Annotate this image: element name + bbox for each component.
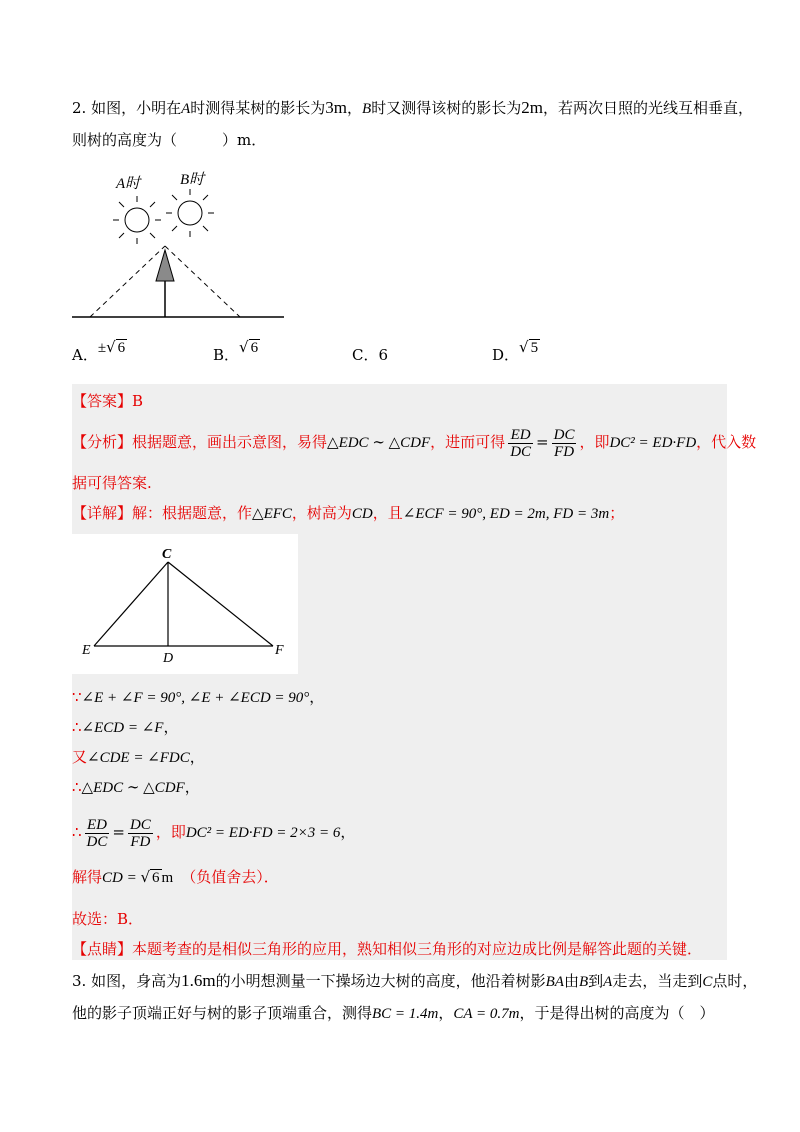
q3-text-e: 走去，当走到: [612, 972, 703, 990]
vertex-d-label: D: [163, 651, 174, 666]
option-a-pm: ±: [97, 340, 107, 356]
frac1-num: ED: [508, 427, 533, 444]
sun-a-icon: [113, 196, 161, 244]
q3-line2: [72, 1002, 715, 1025]
step5-frac2-den: FD: [130, 833, 151, 850]
step3-end: ，: [189, 748, 205, 766]
detail-line: [72, 502, 624, 525]
therefore-icon: ∴: [72, 718, 82, 736]
figure-label-a: A时: [116, 176, 141, 192]
therefore-icon: ∴: [72, 778, 82, 796]
q3-height: 1.6m: [181, 971, 216, 990]
q3-line1: [72, 970, 757, 993]
q2-var-a: A: [181, 101, 191, 117]
option-a: A．±√ 6: [72, 338, 126, 364]
step6-text-a: 解得: [72, 868, 103, 886]
step3-formula: ∠CDE = ∠FDC: [87, 750, 190, 766]
q2-line2: 则树的高度为（ ）m．: [72, 131, 267, 149]
step5-formula: DC² = ED·FD = 2×3 = 6: [185, 825, 341, 841]
frac1-den: DC: [510, 443, 532, 460]
analysis-line1: [72, 424, 756, 460]
step1: [72, 686, 324, 709]
vertex-f-label: F: [275, 643, 284, 658]
step6-unit: m: [161, 870, 174, 886]
detail-cd: CD: [351, 506, 373, 522]
detail-text: 解：根据题意，作: [132, 504, 253, 522]
detail-text2: ，树高为: [291, 504, 352, 522]
because-icon: ∵: [72, 688, 82, 706]
detail-triangle: △EFC: [252, 506, 292, 522]
q2-number: 2.: [72, 99, 87, 117]
q3-text-i: ，于是得出树的高度为（ ）: [519, 1004, 715, 1022]
q3-number: 3.: [72, 972, 87, 990]
choose-line: 故选：B．: [72, 910, 144, 928]
ray-a: [90, 246, 165, 317]
q3-b: B: [578, 974, 589, 990]
q2-text-b: 时测得某树的影长为: [190, 99, 326, 117]
q2-text-c: 时又测得该树的影长为: [371, 99, 522, 117]
step5-frac2-num: DC: [129, 816, 151, 833]
q3-a: A: [603, 974, 613, 990]
q3-ca: CA = 0.7m: [453, 1006, 520, 1022]
analysis-eq: =: [536, 433, 549, 451]
q2-text-a: 如图，小明在: [91, 99, 182, 117]
sun-b-icon: [166, 189, 214, 237]
step5-text: ，即: [155, 823, 186, 841]
option-a-label: A．: [72, 346, 98, 364]
triangle-figure: [72, 534, 298, 674]
q2-text-d: ，若两次日照的光线互相垂直，: [542, 99, 753, 117]
step4-end: ，: [184, 778, 200, 796]
q3-text-b: 的小明想测量一下操场边大树的高度，他沿着树影: [215, 972, 546, 990]
tree-icon: [156, 250, 174, 281]
therefore-icon: ∴: [72, 823, 82, 841]
q3-text-g: 他的影子顶端正好与树的影子顶端重合，测得: [72, 1004, 373, 1022]
option-c-label: C．: [352, 346, 379, 364]
analysis-line2: 据可得答案.: [72, 474, 152, 492]
q2-comma: ，: [347, 99, 363, 117]
q2-line1: [72, 97, 753, 120]
vertex-e-label: E: [82, 643, 91, 658]
shadow-figure: [72, 168, 292, 326]
q2-len1: 3m: [325, 98, 348, 117]
step5: [72, 812, 355, 852]
figure-label-b: B时: [180, 172, 205, 188]
step4-formula: △EDC ∼ △CDF: [81, 780, 185, 796]
step2: [72, 716, 178, 739]
q3-bc: BC = 1.4m: [372, 1006, 439, 1022]
analysis-frac2: [552, 427, 577, 460]
detail-formula: ∠ECF = 90°, ED = 2m, FD = 3m: [402, 506, 610, 522]
step6: 解得CD = √ 6 m （负值舍去）．: [72, 868, 279, 886]
option-b: B．√ 6: [213, 338, 259, 364]
option-c: [352, 344, 388, 365]
step5-frac1: [85, 817, 110, 850]
q3-c: C: [702, 974, 713, 990]
step5-frac2: [128, 817, 153, 850]
detail-tag: 【详解】: [72, 504, 133, 522]
step4: [72, 776, 200, 799]
option-d: D．√ 5: [492, 338, 539, 364]
step3: [72, 746, 205, 769]
q2-var-b: B: [362, 101, 372, 117]
step2-end: ，: [163, 718, 179, 736]
comment-line: [72, 938, 702, 960]
q3-ba: BA: [545, 974, 564, 990]
step5-frac1-num: ED: [85, 817, 110, 834]
step2-formula: ∠ECD = ∠F: [81, 720, 164, 736]
analysis-formula: DC² = ED·FD: [609, 435, 697, 451]
comment-tag: 【点睛】: [72, 940, 133, 958]
q2-len2: 2m: [521, 98, 543, 117]
step5-eq: =: [112, 823, 125, 841]
option-b-root: 6: [250, 340, 259, 356]
ray-b: [165, 246, 240, 317]
analysis-text: 根据题意，画出示意图，易得: [132, 433, 328, 451]
analysis-text2: ，进而可得: [430, 433, 506, 451]
analysis-sim: △EDC ∼ △CDF: [327, 435, 431, 451]
step3-also: 又: [72, 748, 88, 766]
comment-text: 本题考查的是相似三角形的应用，熟知相似三角形的对应边成比例是解答此题的关键．: [132, 940, 703, 958]
step6-root: 6: [152, 870, 160, 886]
step6-text-b: （负值舍去）．: [181, 868, 279, 886]
step5-end: ，: [340, 823, 356, 841]
option-d-label: D．: [492, 346, 520, 364]
analysis-frac1: [508, 427, 533, 460]
detail-text3: ，且: [372, 504, 403, 522]
q3-text-a: 如图，身高为: [91, 972, 182, 990]
step5-frac1-den: DC: [86, 833, 108, 850]
answer-line: [72, 390, 143, 412]
answer-tag: 【答案】: [72, 392, 133, 410]
analysis-text4: ，代入数: [696, 433, 757, 451]
answer-value: B: [132, 392, 144, 410]
detail-text4: ；: [609, 504, 625, 522]
q3-text-d: 到: [588, 972, 604, 990]
option-c-value: 6: [378, 346, 389, 364]
vertex-c-label: C: [162, 547, 172, 562]
option-a-root: 6: [117, 340, 126, 356]
frac2-den: FD: [554, 443, 575, 460]
step6-formula: CD =: [102, 870, 141, 886]
step1-end: ，: [309, 688, 325, 706]
q3-text-h: ，: [438, 1004, 454, 1022]
q3-text-f: 点时，: [712, 972, 758, 990]
step1-formula: ∠E + ∠F = 90°, ∠E + ∠ECD = 90°: [81, 690, 310, 706]
analysis-tag: 【分析】: [72, 433, 133, 451]
option-b-label: B．: [213, 346, 240, 364]
analysis-text3: ，即: [579, 433, 610, 451]
option-d-root: 5: [530, 340, 539, 356]
q3-text-c: 由: [563, 972, 579, 990]
frac2-num: DC: [553, 426, 575, 443]
